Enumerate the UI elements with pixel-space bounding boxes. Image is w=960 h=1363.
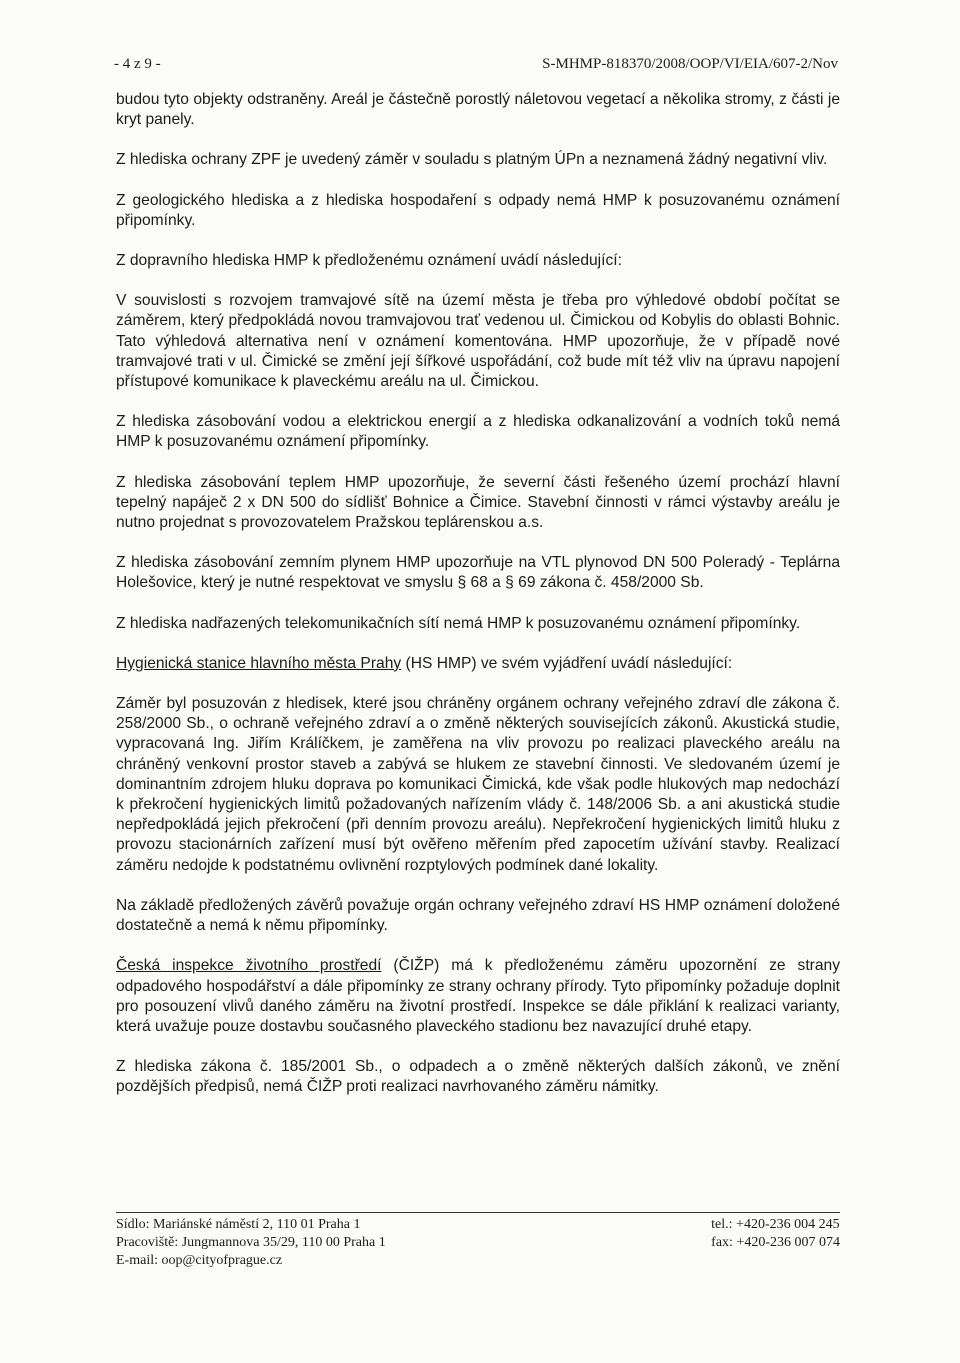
footer-contact-block	[711, 1216, 840, 1270]
paragraph-waste-law: Z hlediska zákona č. 185/2001 Sb., o odpadech a o změně některých dalších zákonů, ve znění pozdějších předpisů, nemá ČIŽP proti realizaci navrhovaného záměru námitky.	[116, 1058, 840, 1096]
hygiene-station-link: Hygienická stanice hlavního města Prahy	[116, 654, 402, 672]
paragraph-telecom: Z hlediska nadřazených telekomunikačních sítí nemá HMP k posuzovanému oznámení připomínky.	[116, 614, 801, 632]
paragraph-zpf: Z hlediska ochrany ZPF je uvedený záměr v souladu s platným ÚPn a neznamená žádný negativní vliv.	[116, 151, 828, 169]
document-reference: S-MHMP-818370/2008/OOP/VI/EIA/607-2/Nov	[542, 56, 838, 72]
paragraph-hygiene-assessment: Záměr byl posuzován z hledisek, které jsou chráněny orgánem ochrany veřejného zdraví dle zákona č. 258/2000 Sb., o ochraně veřejného zdraví a o změně některých souvisejících zákonů. Akustická studie, vypracovaná Ing. Jiřím Králíčkem, je zaměřena na vliv provozu po realizaci plaveckého areálu na chráněný venkovní prostor staveb a zabývá se hlukem ze stavební činnosti. Ve sledovaném území je dominantním zdrojem hluku doprava po komunikaci Čimická, kde však podle hlukových map nedochází k překročení hygienických limitů požadovaných nařízením vlády č. 148/2006 Sb. a ani akustická studie nepředpokládá jejich překročení (při denním provozu areálu). Nepřekročení hygienických limitů hluku z provozu stacionárních zařízení musí být ověřeno měřením před zapocetím užívání stavby. Realizací záměru nedojde k podstatnému ovlivnění rozptylových podmínek dané lokality.	[116, 695, 840, 874]
paragraph-transport-intro: Z dopravního hlediska HMP k předloženému oznámení uvádí následující:	[116, 252, 622, 270]
cizp-text: (ČIŽP) má k předloženému záměru upozornění ze strany odpadového hospodářství a dále připomínky ze strany ochrany přírody. Tyto připomínky požaduje doplnit pro posouzení vlivů daného záměru na životní prostředí. Inspekce se dále přiklání k realizaci varianty, která uvažuje pouze dostavbu současného plaveckého stadionu bez navazující druhé etapy.	[116, 957, 840, 1035]
footer-fax: fax: +420-236 007 074	[711, 1235, 840, 1250]
footer-address-block	[116, 1216, 386, 1270]
paragraph-geology: Z geologického hlediska a z hlediska hospodaření s odpady nemá HMP k posuzovanému oznámení připomínky.	[116, 191, 840, 229]
paragraph-cizp	[116, 956, 840, 1037]
footer-divider	[116, 1212, 840, 1213]
cizp-link: Česká inspekce životního prostředí	[116, 957, 382, 975]
page-footer	[116, 1216, 840, 1270]
paragraph-hygiene-conclusion: Na základě předložených závěrů považuje orgán ochrany veřejného zdraví HS HMP oznámení doložené dostatečně a nemá k němu připomínky.	[116, 896, 840, 935]
paragraph-heating: Z hlediska zásobování teplem HMP upozorňuje, že severní části řešeného území prochází hlavní tepelný napáječ 2 x DN 500 do sídlišť Bohnice a Čimice. Stavební činnosti v rámci výstavby areálu je nutno projednat s provozovatelem Pražskou teplárenskou a.s.	[116, 473, 840, 532]
footer-email: E-mail: oop@cityofprague.cz	[116, 1253, 283, 1268]
footer-phone: tel.: +420-236 004 245	[711, 1217, 840, 1232]
paragraph-gas: Z hlediska zásobování zemním plynem HMP upozorňuje na VTL plynovod DN 500 Poleradý - Teplárna Holešovice, který je nutné respektovat ve smyslu § 68 a § 69 zákona č. 458/2000 Sb.	[116, 554, 840, 592]
footer-address: Sídlo: Mariánské náměstí 2, 110 01 Praha 1	[116, 1217, 361, 1232]
page-number: - 4 z 9 -	[114, 56, 161, 72]
document-body	[116, 90, 840, 1118]
footer-workplace: Pracoviště: Jungmannova 35/29, 110 00 Praha 1	[116, 1235, 386, 1250]
paragraph-areal: budou tyto objekty odstraněny. Areál je částečně porostlý náletovou vegetací a několika stromy, z části je kryt panely.	[116, 91, 840, 129]
paragraph-hygiene-intro	[116, 654, 840, 674]
paragraph-tram: V souvislosti s rozvojem tramvajové sítě na území města je třeba pro výhledové období počítat se záměrem, který předpokládá novou tramvajovou trať vedenou ul. Čimickou od Kobylis do oblasti Bohnic. Tato výhledová alternativa není v oznámení komentována. HMP upozorňuje, že v případě nové tramvajové trati v ul. Čimické se změní její šířkové uspořádání, což bude mít též vliv na úpravu napojení přístupové komunikace k plaveckému areálu na ul. Čimickou.	[116, 292, 840, 391]
paragraph-water-energy: Z hlediska zásobování vodou a elektrickou energií a z hlediska odkanalizování a vodních toků nemá HMP k posuzovanému oznámení připomínky.	[116, 413, 840, 451]
page-header	[114, 56, 838, 73]
hygiene-intro-text: (HS HMP) ve svém vyjádření uvádí následující:	[401, 654, 733, 672]
